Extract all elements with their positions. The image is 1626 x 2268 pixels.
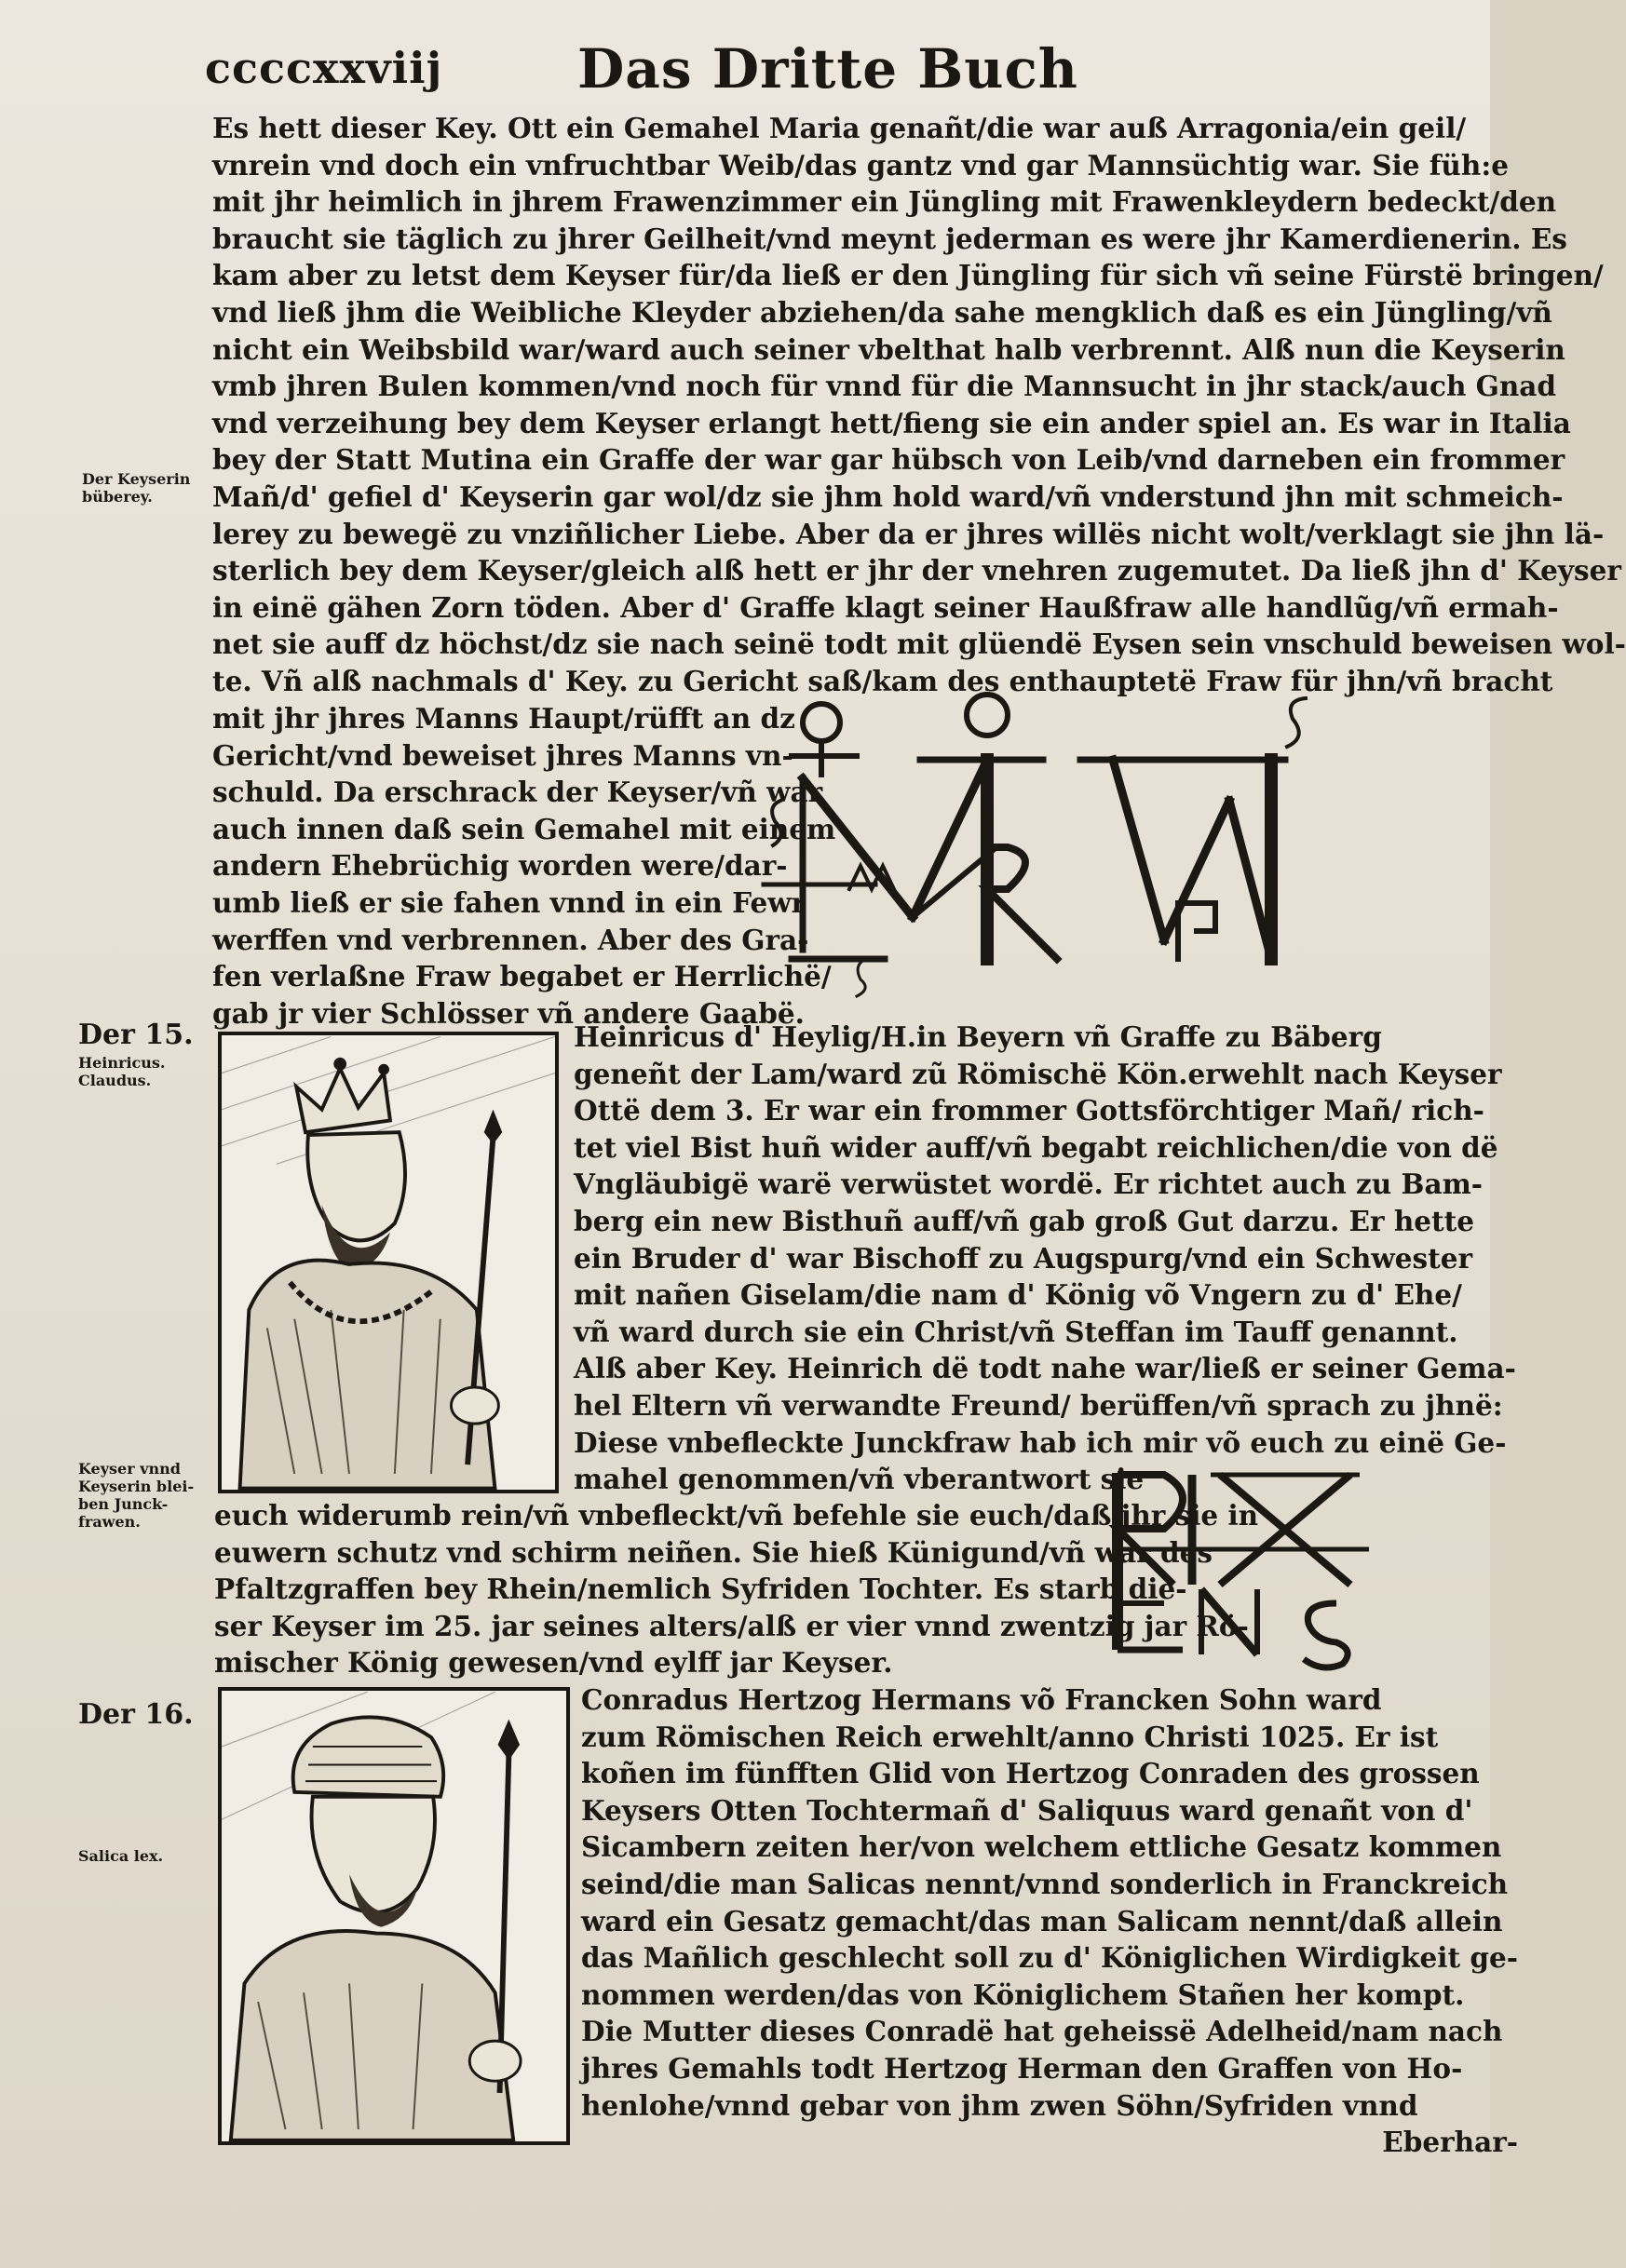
marginal-note-salica: Salica lex. bbox=[78, 1847, 164, 1865]
text-line: auch innen daß sein Gemahel mit einem bbox=[212, 812, 836, 845]
text-line: mahel genommen/vñ vberantwort sie bbox=[574, 1463, 1145, 1496]
otto-monogram bbox=[764, 689, 1369, 987]
text-line: euch widerumb rein/vñ vnbefleckt/vñ befehle sie euch/daß jhr sie in bbox=[214, 1499, 1259, 1532]
text-line: mischer König gewesen/vnd eylff jar Keyser. bbox=[214, 1646, 893, 1680]
text-line: vnd ließ jhm die Weibliche Kleyder abziehen/da sahe mengklich daß es ein Jüngling/vñ bbox=[212, 295, 1552, 329]
text-line: Eberhar- bbox=[1382, 2126, 1519, 2159]
text-line: Die Mutter dieses Conradë hat geheissë Adelheid/nam nach bbox=[581, 2015, 1503, 2048]
text-line: Heinricus d' Heylig/H.in Beyern vñ Graffe zu Bäberg bbox=[574, 1020, 1382, 1053]
text-line: Es hett dieser Key. Ott ein Gemahel Maria genañt/die war auß Arragonia/ein geil/ bbox=[212, 112, 1467, 144]
text-line: tet viel Bist huñ wider auff/vñ begabt reichlichen/die von dë bbox=[574, 1130, 1498, 1164]
text-line: te. Vñ alß nachmals d' Key. zu Gericht saß/kam des enthauptetë Fraw für jhn/vñ bracht bbox=[212, 664, 1553, 697]
text-line: Ottë dem 3. Er war ein frommer Gottsförchtiger Mañ/ rich- bbox=[574, 1094, 1484, 1127]
text-block-conradus bbox=[581, 1681, 1518, 2161]
text-line: euwern schutz vnd schirm neiñen. Sie hieß Künigund/vñ war des bbox=[214, 1535, 1213, 1569]
text-line: andern Ehebrüchig worden were/dar- bbox=[212, 849, 788, 883]
entry-number-15: Der 15. bbox=[78, 1019, 194, 1051]
text-line: Diese vnbefleckte Junckfraw hab ich mir võ euch zu einë Ge- bbox=[574, 1425, 1507, 1459]
text-line: Sicambern zeiten her/von welchem ettliche Gesatz kommen bbox=[581, 1830, 1502, 1864]
text-block-otto-full bbox=[212, 110, 1626, 700]
running-head: Das Dritte Buch bbox=[577, 37, 1078, 101]
text-line: Gericht/vnd beweiset jhres Manns vn- bbox=[212, 738, 793, 772]
text-line: kam aber zu letst dem Keyser für/da ließ er den Jüngling für sich vñ seine Fürstë bringen/ bbox=[212, 259, 1604, 292]
text-line: gab jr vier Schlösser vñ andere Gaabë. bbox=[212, 996, 805, 1030]
text-line: vmb jhren Bulen kommen/vnd noch für vnnd für die Mannsucht in jhr stack/auch Gnad bbox=[212, 370, 1557, 403]
text-line: in einë gähen Zorn töden. Aber d' Graffe klagt seiner Haußfraw alle handlũg/vñ ermah- bbox=[212, 590, 1559, 624]
text-line: sterlich bey dem Keyser/gleich alß hett er jhr der vnehren zugemutet. Da ließ jhn d' Keyser bbox=[212, 554, 1621, 587]
text-line: mit nañen Giselam/die nam d' König võ Vngern zu d' Ehe/ bbox=[574, 1278, 1462, 1312]
text-line: nommen werden/das von Königlichem Stañen her kompt. bbox=[581, 1978, 1465, 2011]
text-line: nicht ein Weibsbild war/ward auch seiner vbelthat halb verbrennt. Alß nun die Keyserin bbox=[212, 332, 1565, 366]
text-line: Mañ/d' gefiel d' Keyserin gar wol/dz sie jhm hold ward/vñ vnderstund jhn mit schmeich- bbox=[212, 479, 1564, 513]
text-line: lerey zu bewegë zu vnziñlicher Liebe. Aber da er jhres willës nicht wolt/verklagt sie jhn lä- bbox=[212, 517, 1605, 550]
text-line: umb ließ er sie fahen vnnd in ein Fewr bbox=[212, 885, 806, 919]
text-line: koñen im fünfften Glid von Hertzog Conraden des grossen bbox=[581, 1757, 1480, 1790]
text-line: henlohe/vnnd gebar von jhm zwen Söhn/Syfriden vnnd bbox=[581, 2088, 1418, 2122]
text-line: net sie auff dz höchst/dz sie nach seinë todt mit glüendë Eysen sein vnschuld beweisen wol- bbox=[212, 628, 1626, 661]
text-line: Keysers Otten Tochtermañ d' Saliquus ward genañt von d' bbox=[581, 1793, 1473, 1827]
text-line: braucht sie täglich zu jhrer Geilheit/vnd meynt jederman es were jhr Kamerdienerin. Es bbox=[212, 222, 1567, 255]
text-line: schuld. Da erschrack der Keyser/vñ war bbox=[212, 776, 823, 809]
text-line: zum Römischen Reich erwehlt/anno Christi 1025. Er ist bbox=[581, 1720, 1439, 1753]
text-line: mit jhr heimlich in jhrem Frawenzimmer ein Jüngling mit Frawenkleydern bedeckt/den bbox=[212, 185, 1557, 219]
text-line: geneñt der Lam/ward zũ Römischë Kön.erwehlt nach Keyser bbox=[574, 1057, 1502, 1090]
text-line: mit jhr jhres Manns Haupt/rüfft an dz bbox=[212, 702, 795, 735]
portrait-conradus-woodcut bbox=[218, 1687, 570, 2145]
text-line: hel Eltern vñ verwandte Freund/ berüffen/vñ sprach zu jhnë: bbox=[574, 1388, 1503, 1422]
text-line: ser Keyser im 25. jar seines alters/alß er vier vnnd zwentzig jar Rö- bbox=[214, 1609, 1249, 1642]
text-line: seind/die man Salicas nennt/vnnd sonderlich in Franckreich bbox=[581, 1867, 1509, 1900]
text-line: vnrein vnd doch ein vnfruchtbar Weib/das gantz vnd gar Mannsüchtig war. Sie füh:e bbox=[212, 148, 1509, 182]
text-line: bey der Statt Mutina ein Graffe der war gar hübsch von Leib/vnd darneben ein frommer bbox=[212, 443, 1565, 477]
portrait-heinricus-woodcut bbox=[218, 1032, 559, 1493]
text-line: das Mañlich geschlecht soll zu d' Königlichen Wirdigkeit ge- bbox=[581, 1941, 1519, 1975]
marginal-name-heinricus: Heinricus. Claudus. bbox=[78, 1054, 166, 1089]
text-line: jhres Gemahls todt Hertzog Herman den Graffen von Ho- bbox=[581, 2051, 1463, 2085]
text-line: Pfaltzgraffen bey Rhein/nemlich Syfriden Tochter. Es starb die- bbox=[214, 1573, 1187, 1606]
text-line: ward ein Gesatz gemacht/das man Salicam nennt/daß allein bbox=[581, 1904, 1503, 1937]
text-line: fen verlaßne Fraw begabet er Herrlichë/ bbox=[212, 960, 832, 993]
entry-number-16: Der 16. bbox=[78, 1698, 194, 1731]
text-block-otto-narrow bbox=[212, 700, 835, 1032]
marginal-note-jungfrawen: Keyser vnnd Keyserin blei- ben Junck- frawen. bbox=[78, 1460, 195, 1531]
henricus-monogram bbox=[1099, 1464, 1378, 1678]
marginal-note-keyserin: Der Keyserin büberey. bbox=[82, 470, 191, 506]
text-line: Conradus Hertzog Hermans võ Francken Sohn ward bbox=[581, 1683, 1382, 1716]
text-line: Alß aber Key. Heinrich dë todt nahe war/ließ er seiner Gema- bbox=[574, 1352, 1516, 1385]
text-line: ein Bruder d' war Bischoff zu Augspurg/vnd ein Schwester bbox=[574, 1241, 1473, 1275]
text-line: vnd verzeihung bey dem Keyser erlangt hett/fieng sie ein ander spiel an. Es war in Italia bbox=[212, 406, 1571, 439]
text-line: werffen vnd verbrennen. Aber des Gra- bbox=[212, 923, 809, 956]
text-line: berg ein new Bisthuñ auff/vñ gab groß Gut darzu. Er hette bbox=[574, 1204, 1475, 1237]
folio-number: ccccххviij bbox=[205, 43, 443, 93]
text-line: Vngläubigë warë verwüstet wordë. Er richtet auch zu Bam- bbox=[574, 1168, 1484, 1201]
text-line: vñ ward durch sie ein Christ/vñ Steffan im Tauff genannt. bbox=[574, 1315, 1458, 1348]
text-block-heinricus-beside bbox=[574, 1019, 1516, 1498]
